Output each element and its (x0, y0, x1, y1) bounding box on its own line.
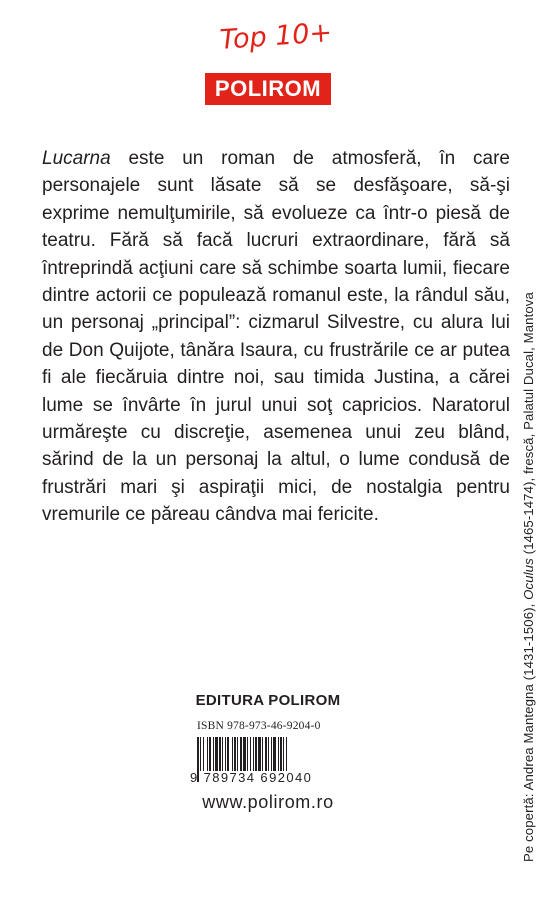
publisher-website: www.polirom.ro (202, 792, 334, 812)
credit-prefix: Pe copertă: Andrea Mantegna (1431-1506), (521, 599, 536, 862)
isbn-number: ISBN 978-973-46-9204-0 (197, 720, 321, 732)
cover-credit (521, 292, 536, 862)
publisher-badge: POLIROM (205, 73, 331, 105)
barcode-digits: 9 789734 692040 (190, 770, 313, 785)
book-title: Lucarna (42, 148, 111, 169)
credit-work-title: Oculus (521, 558, 536, 600)
blurb-text: este un roman de atmosferă, în care personajele sunt lăsate să se desfăşoare, să-şi exprime nemulţumirile, să evolueze ca într-o piesă de teatru. Fără să facă lucruri extraordinare, fără să întreprindă acţiuni care să schimbe soarta lumii, fiecare dintre actorii ce populează romanul este, la rândul său, un personaj „principal”: cizmarul Silvestre, cu alura lui de Don Quijote, tânăra Isaura, cu frustrările ce ar putea fi ale fiecăruia dintre noi, sau timida Justina, a cărei lume se învârte în jurul unui soţ capricios. Naratorul urmăreşte cu discreţie, asemenea unui zeu blând, sărind de la un personaj la altul, o lume condusă de frustrări mari şi aspiraţii mici, de nostalgia pentru vremurile ce păreau cândva mai fericite. (42, 148, 510, 526)
blurb-paragraph (42, 145, 510, 529)
credit-suffix: (1465-1474), frescă, Palatul Ducal, Mantova (521, 292, 536, 559)
publisher-name: EDITURA POLIROM (195, 692, 341, 709)
back-cover-blurb (42, 145, 510, 529)
series-logo: Top 10+ (218, 17, 334, 56)
